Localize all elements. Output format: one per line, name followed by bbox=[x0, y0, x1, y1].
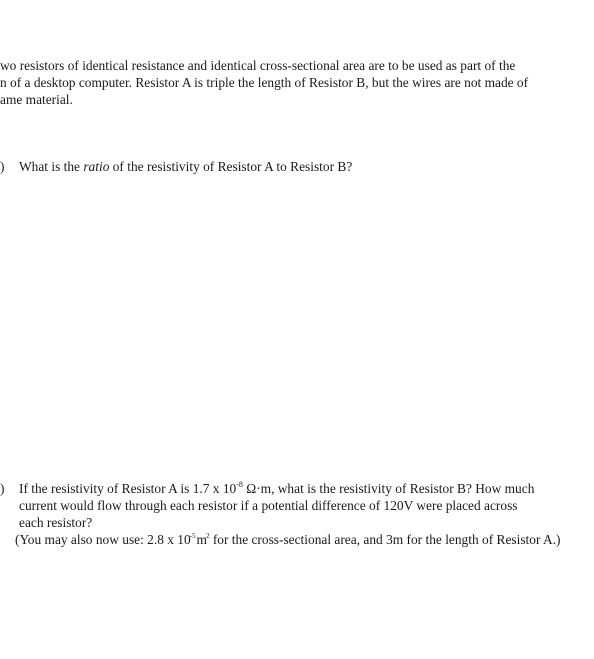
question-b-line-1-post: Ω·m, what is the resistivity of Resistor B? How much bbox=[242, 481, 535, 496]
question-b-line-1-pre: If the resistivity of Resistor A is 1.7 x 10 bbox=[19, 481, 237, 496]
question-b-line-4-pre: (You may also now use: 2.8 x 10 bbox=[15, 532, 191, 547]
intro-line-3: ame material. bbox=[0, 92, 73, 107]
question-b-exponent: -8 bbox=[236, 479, 243, 489]
question-b-line-2: current would flow through each resistor if a potential difference of 120V were placed across bbox=[19, 498, 518, 513]
question-b-line-4 bbox=[15, 532, 561, 550]
question-b-marker: ) bbox=[0, 481, 5, 496]
question-a-text bbox=[19, 159, 352, 175]
question-b-line-4-unit: m bbox=[196, 532, 207, 547]
question-b-line-1 bbox=[19, 481, 534, 497]
question-b-line-4-exponent: -5 bbox=[189, 532, 196, 540]
question-a-text-after: of the resistivity of Resistor A to Resistor B? bbox=[109, 159, 353, 174]
intro-line-1: wo resistors of identical resistance and identical cross-sectional area are to be used as part of the bbox=[0, 58, 516, 73]
question-a-marker: ) bbox=[0, 159, 5, 174]
question-b-line-3: each resistor? bbox=[19, 515, 93, 530]
question-a-text-before: What is the bbox=[19, 159, 84, 174]
question-b-line-4-post: for the cross-sectional area, and 3m for the length of Resistor A.) bbox=[209, 532, 561, 547]
question-b-line-4-unit-exponent: 2 bbox=[205, 532, 210, 540]
intro-line-2: n of a desktop computer. Resistor A is triple the length of Resistor B, but the wires are not made of bbox=[0, 75, 529, 90]
question-a-italic: ratio bbox=[83, 159, 110, 174]
